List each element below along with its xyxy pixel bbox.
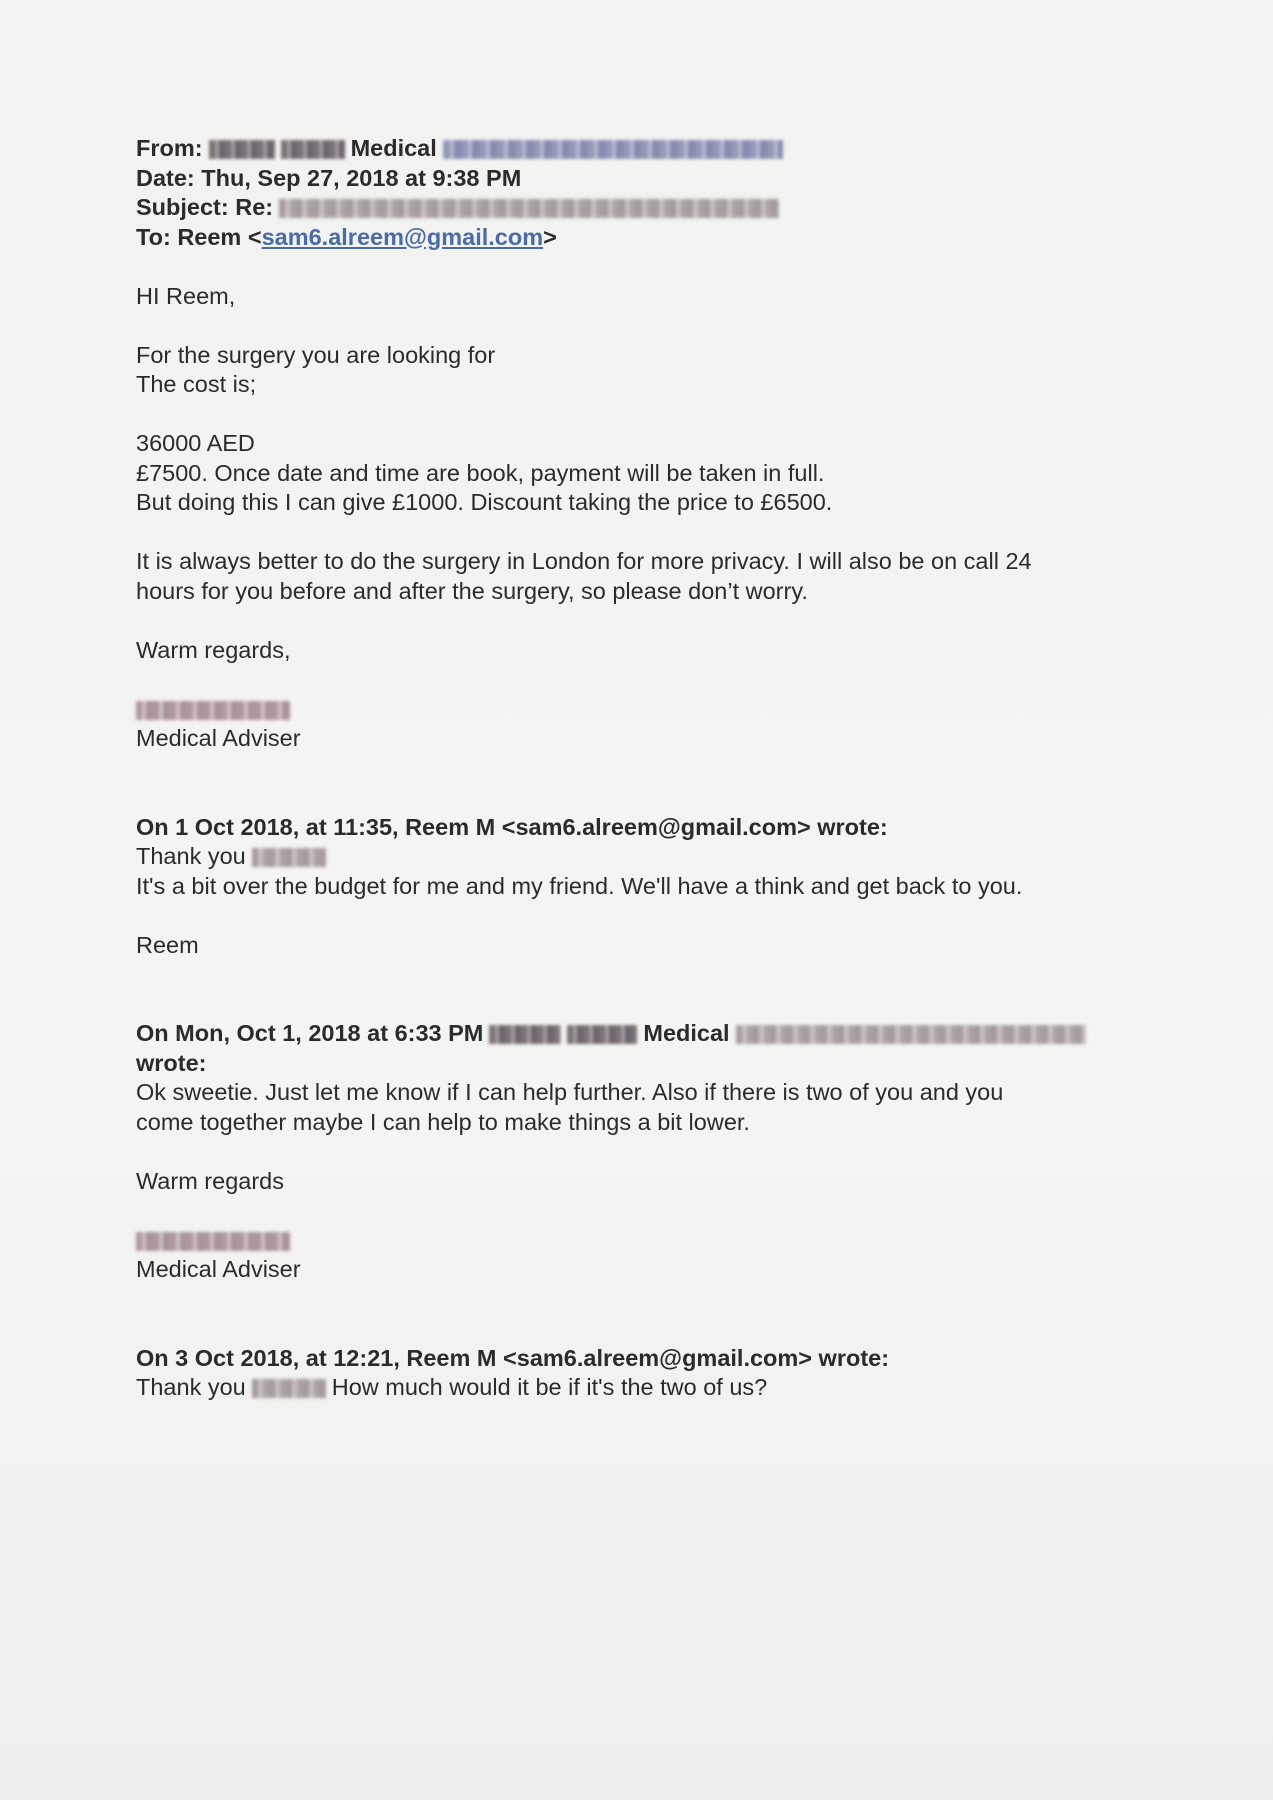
signature-role: Medical Adviser: [136, 725, 301, 751]
closing: Warm regards: [136, 1167, 284, 1194]
reply-header: On Mon, Oct 1, 2018 at 6:33 PM Medical: [136, 1019, 1146, 1049]
redacted-sender-first-name: [489, 1025, 561, 1044]
to-label: To: Reem <: [136, 223, 262, 250]
body-line: 36000 AED: [136, 430, 255, 456]
date-line: Date: Thu, Sep 27, 2018 at 9:38 PM: [136, 164, 522, 191]
to-line: To: Reem <sam6.alreem@gmail.com>: [136, 223, 557, 250]
subject-line: [136, 193, 1146, 223]
signoff: Reem: [136, 931, 199, 958]
body-line: For the surgery you are looking for: [136, 341, 496, 368]
body-line: But doing this I can give £1000. Discount taking the price to £6500.: [136, 489, 833, 515]
body-line: It is always better to do the surgery in London for more privacy. I will also be on call 24: [136, 548, 1032, 574]
redacted-name: [252, 848, 326, 867]
body-line: hours for you before and after the surgery, so please don’t worry.: [136, 577, 808, 604]
body-line: The cost is;: [136, 371, 257, 397]
signature-line: [136, 695, 1146, 725]
redacted-subject: [279, 199, 779, 218]
recipient-email-link[interactable]: sam6.alreem@gmail.com: [261, 223, 544, 250]
body-line: £7500. Once date and time are book, payment will be taken in full.: [136, 459, 825, 486]
redacted-name: [252, 1379, 326, 1398]
from-label: From:: [136, 135, 203, 161]
redacted-sender-first-name: [209, 140, 275, 159]
body-line: Thank you: [136, 842, 1146, 872]
signature-line: [136, 1226, 1146, 1256]
redacted-signature-name: [136, 1232, 290, 1251]
closing: Warm regards,: [136, 636, 291, 663]
redacted-sender-last-name: [281, 140, 345, 159]
from-organization: Medical: [350, 135, 437, 161]
reply-header-cont: wrote:: [136, 1049, 207, 1076]
body-line: come together maybe I can help to make things a bit lower.: [136, 1108, 750, 1135]
email-thread: [136, 134, 1146, 1403]
reply-header: On 1 Oct 2018, at 11:35, Reem M <sam6.alreem@gmail.com> wrote:: [136, 813, 888, 840]
reply-header: On 3 Oct 2018, at 12:21, Reem M <sam6.alreem@gmail.com> wrote:: [136, 1344, 890, 1371]
body-line: Ok sweetie. Just let me know if I can help further. Also if there is two of you and you: [136, 1079, 1004, 1105]
redacted-sender-last-name: [567, 1025, 637, 1044]
redacted-sender-email: [736, 1025, 1086, 1044]
body-line: It's a bit over the budget for me and my friend. We'll have a think and get back to you.: [136, 872, 1023, 899]
redacted-sender-email: [443, 140, 783, 159]
redacted-signature-name: [136, 701, 290, 720]
greeting: HI Reem,: [136, 282, 236, 309]
signature-role: Medical Adviser: [136, 1256, 301, 1282]
from-line: [136, 134, 1146, 164]
subject-label: Subject: Re:: [136, 194, 274, 220]
body-line: Thank you How much would it be if it's the two of us?: [136, 1374, 768, 1400]
